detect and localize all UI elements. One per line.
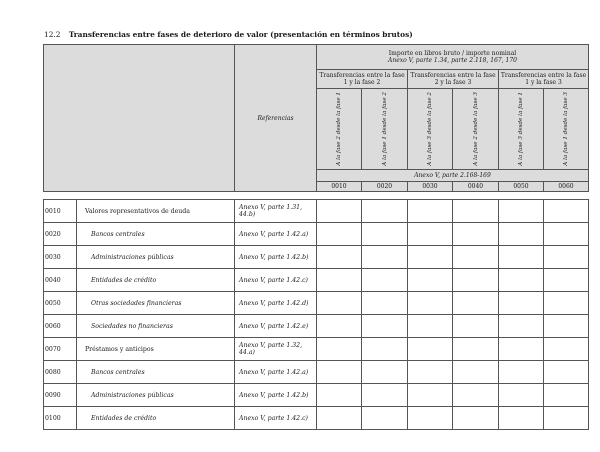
value-cell[interactable] [362, 338, 408, 361]
value-cell[interactable] [317, 246, 362, 269]
row-reference: Anexo V, parte 1.32, 44.a) [235, 338, 317, 361]
row-code: 0060 [44, 315, 77, 338]
value-cell[interactable] [362, 246, 408, 269]
value-cell[interactable] [408, 246, 453, 269]
value-cell[interactable] [317, 292, 362, 315]
row-reference: Anexo V, parte 1.42.b) [235, 246, 317, 269]
row-reference: Anexo V, parte 1.42.b) [235, 384, 317, 407]
value-cell[interactable] [453, 338, 499, 361]
table-row [44, 223, 589, 246]
row-code: 0090 [44, 384, 77, 407]
table-row [44, 200, 589, 223]
row-label: Bancos centrales [77, 361, 235, 384]
table-row [44, 338, 589, 361]
subcol-header: A la fase 2 desde la fase 1 [317, 89, 362, 170]
row-reference: Anexo V, parte 1.31, 44.b) [235, 200, 317, 223]
subcol-header: A la fase 3 desde la fase 1 [499, 89, 544, 170]
referencias-header: Referencias [235, 45, 317, 192]
row-label: Valores representativos de deuda [77, 200, 235, 223]
row-reference: Anexo V, parte 1.42.c) [235, 407, 317, 430]
table-row [44, 361, 589, 384]
table-row [44, 407, 589, 430]
value-cell[interactable] [408, 407, 453, 430]
value-cell[interactable] [453, 246, 499, 269]
table-number: 12.2 [44, 30, 61, 39]
row-code: 0010 [44, 200, 77, 223]
main-header [317, 45, 589, 70]
value-cell[interactable] [499, 338, 544, 361]
value-cell[interactable] [544, 338, 589, 361]
value-cell[interactable] [362, 292, 408, 315]
table-row [44, 384, 589, 407]
row-reference: Anexo V, parte 1.42.a) [235, 361, 317, 384]
value-cell[interactable] [544, 315, 589, 338]
subcol-header: A la fase 3 desde la fase 2 [408, 89, 453, 170]
value-cell[interactable] [544, 223, 589, 246]
row-code: 0050 [44, 292, 77, 315]
value-cell[interactable] [544, 407, 589, 430]
value-cell[interactable] [544, 384, 589, 407]
column-code: 0020 [362, 182, 408, 192]
row-code: 0040 [44, 269, 77, 292]
value-cell[interactable] [499, 407, 544, 430]
subcol-header: A la fase 1 desde la fase 3 [544, 89, 589, 170]
table-title-text: Transferencias entre fases de deterioro de valor (presentación en términos brutos) [68, 30, 413, 39]
row-code: 0030 [44, 246, 77, 269]
value-cell[interactable] [317, 223, 362, 246]
value-cell[interactable] [362, 223, 408, 246]
value-cell[interactable] [499, 246, 544, 269]
group-header-2-3: Transferencias entre la fase 2 y la fase 3 [408, 70, 499, 89]
value-cell[interactable] [544, 246, 589, 269]
value-cell[interactable] [453, 407, 499, 430]
value-cell[interactable] [317, 269, 362, 292]
group-header-1-3: Transferencias entre la fase 1 y la fase 3 [499, 70, 589, 89]
subcol-header: A la fase 2 desde la fase 3 [453, 89, 499, 170]
value-cell[interactable] [499, 223, 544, 246]
value-cell[interactable] [362, 269, 408, 292]
row-label: Administraciones públicas [77, 246, 235, 269]
row-label: Entidades de crédito [77, 269, 235, 292]
row-label: Sociedades no financieras [77, 315, 235, 338]
value-cell[interactable] [499, 315, 544, 338]
value-cell[interactable] [408, 269, 453, 292]
table-title [44, 30, 413, 39]
value-cell[interactable] [453, 223, 499, 246]
header-blank-cell [44, 45, 235, 192]
impairment-transfer-table [43, 44, 589, 430]
table-row [44, 292, 589, 315]
value-cell[interactable] [317, 338, 362, 361]
value-cell[interactable] [362, 200, 408, 223]
main-header-title: Importe en libros bruto / importe nominal [388, 49, 517, 57]
row-code: 0100 [44, 407, 77, 430]
row-label: Administraciones públicas [77, 384, 235, 407]
value-cell[interactable] [362, 361, 408, 384]
value-cell[interactable] [544, 269, 589, 292]
value-cell[interactable] [362, 315, 408, 338]
value-cell[interactable] [499, 384, 544, 407]
column-code: 0060 [544, 182, 589, 192]
value-cell[interactable] [362, 407, 408, 430]
value-cell[interactable] [408, 338, 453, 361]
value-cell[interactable] [453, 292, 499, 315]
value-cell[interactable] [453, 361, 499, 384]
row-label: Entidades de crédito [77, 407, 235, 430]
value-cell[interactable] [453, 200, 499, 223]
table-body [44, 200, 589, 430]
value-cell[interactable] [317, 200, 362, 223]
value-cell[interactable] [499, 361, 544, 384]
value-cell[interactable] [362, 384, 408, 407]
value-cell[interactable] [453, 315, 499, 338]
value-cell[interactable] [408, 315, 453, 338]
table-row [44, 269, 589, 292]
group-header-1-2: Transferencias entre la fase 1 y la fase 2 [317, 70, 408, 89]
value-cell[interactable] [317, 407, 362, 430]
row-code: 0020 [44, 223, 77, 246]
row-reference: Anexo V, parte 1.42.a) [235, 223, 317, 246]
column-code: 0040 [453, 182, 499, 192]
column-code: 0010 [317, 182, 362, 192]
value-cell[interactable] [544, 292, 589, 315]
value-cell[interactable] [408, 200, 453, 223]
column-code: 0030 [408, 182, 453, 192]
value-cell[interactable] [317, 315, 362, 338]
value-cell[interactable] [453, 384, 499, 407]
value-cell[interactable] [408, 384, 453, 407]
value-cell[interactable] [499, 292, 544, 315]
value-cell[interactable] [544, 200, 589, 223]
value-cell[interactable] [317, 361, 362, 384]
table-row [44, 246, 589, 269]
row-reference: Anexo V, parte 1.42.d) [235, 292, 317, 315]
table-row [44, 315, 589, 338]
column-code: 0050 [499, 182, 544, 192]
value-cell[interactable] [408, 292, 453, 315]
value-cell[interactable] [499, 269, 544, 292]
row-code: 0070 [44, 338, 77, 361]
value-cell[interactable] [499, 200, 544, 223]
main-header-sub: Anexo V, parte 1.34, parte 2.118, 167, 170 [388, 57, 517, 64]
subcol-header: A la fase 1 desde la fase 2 [362, 89, 408, 170]
row-reference: Anexo V, parte 1.42.c) [235, 269, 317, 292]
value-cell[interactable] [317, 384, 362, 407]
row-label: Otras sociedades financieras [77, 292, 235, 315]
row-reference: Anexo V, parte 1.42.e) [235, 315, 317, 338]
row-label: Bancos centrales [77, 223, 235, 246]
value-cell[interactable] [453, 269, 499, 292]
value-cell[interactable] [544, 361, 589, 384]
value-cell[interactable] [408, 361, 453, 384]
row-label: Préstamos y anticipos [77, 338, 235, 361]
annex-reference-row: Anexo V, parte 2.168-169 [317, 170, 589, 182]
value-cell[interactable] [408, 223, 453, 246]
row-code: 0080 [44, 361, 77, 384]
